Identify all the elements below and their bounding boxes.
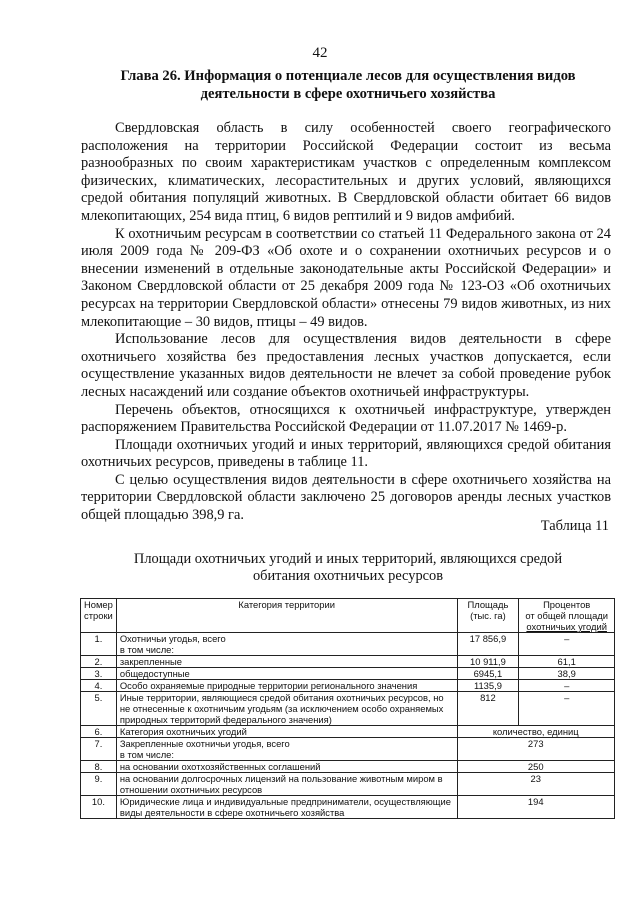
row-percent: 61,1 [519, 656, 615, 668]
row-category: Юридические лица и индивидуальные предприниматели, осуществляющие виды деятельности в сфере охотничьего хозяйства [116, 796, 457, 819]
row-percent: – [519, 692, 615, 726]
row-category: общедоступные [116, 668, 457, 680]
page-number: 42 [312, 45, 328, 61]
row-category: Особо охраняемые природные территории регионального значения [116, 680, 457, 692]
row-area: 17 856,9 [457, 633, 519, 656]
table-header-row [81, 599, 615, 633]
table-title-line1: Площади охотничьих угодий и иных территорий, являющихся средой [133, 551, 563, 567]
row-count: 273 [457, 738, 615, 761]
table-row [81, 761, 615, 773]
chapter-title-line1: Глава 26. Информация о потенциале лесов для осуществления видов [120, 68, 576, 84]
row-number: 9. [81, 773, 117, 796]
row-number: 3. [81, 668, 117, 680]
row-area: 1135,9 [457, 680, 519, 692]
header-percent: Процентов от общей площади охотничьих угодий [519, 599, 615, 633]
hunting-areas-table [80, 598, 615, 819]
table-row [81, 668, 615, 680]
paragraph: Площади охотничьих угодий и иных территорий, являющихся средой обитания охотничьих ресурсов, приведены в таблице 11. [81, 436, 611, 471]
chapter-title-line2: деятельности в сфере охотничьего хозяйства [200, 86, 496, 102]
row-category: закрепленные [116, 656, 457, 668]
paragraph: С целью осуществления видов деятельности в сфере охотничьего хозяйства на территории Свердловской области заключено 25 договоров аренды лесных участков общей площадью 398,9 га. [81, 471, 611, 524]
row-number: 5. [81, 692, 117, 726]
row-percent: 38,9 [519, 668, 615, 680]
header-area: Площадь (тыс. га) [457, 599, 519, 633]
row-count: 250 [457, 761, 615, 773]
row-count: 194 [457, 796, 615, 819]
chapter-title [96, 67, 600, 103]
row-number: 2. [81, 656, 117, 668]
row-area: 10 911,9 [457, 656, 519, 668]
table-row [81, 692, 615, 726]
row-count: количество, единиц [457, 726, 615, 738]
row-category: Закрепленные охотничьи угодья, всего в том числе: [116, 738, 457, 761]
header-category: Категория территории [116, 599, 457, 633]
paragraph: К охотничьим ресурсам в соответствии со статьей 11 Федерального закона от 24 июля 2009 года № 209-ФЗ «Об охоте и о сохранении охотничьих ресурсов и о внесении изменений в отдельные законодательные акты Российской Федерации» и Законом Свердловской области от 25 декабря 2009 года № 123-ОЗ «Об охотничьих ресурсах на территории Свердловской области» отнесены 79 видов животных, из них млекопитающие – 30 видов, птицы – 49 видов. [81, 225, 611, 330]
row-category: Охотничьи угодья, всего в том числе: [116, 633, 457, 656]
row-category: Иные территории, являющиеся средой обитания охотничьих ресурсов, но не отнесенные к охотничьим угодьям (за исключением особо охраняемых природных территорий федерального значения) [116, 692, 457, 726]
table-row [81, 680, 615, 692]
paragraph: Использование лесов для осуществления видов деятельности в сфере охотничьего хозяйства без предоставления лесных участков допускается, если осуществление указанных видов деятельности не влечет за собой проведение рубок лесных насаждений или создание объектов охотничьей инфраструктуры. [81, 331, 611, 400]
table-label: Таблица 11 [540, 518, 609, 534]
table-title-line2: обитания охотничьих ресурсов [252, 568, 444, 584]
row-area: 812 [457, 692, 519, 726]
row-number: 7. [81, 738, 117, 761]
table-row [81, 656, 615, 668]
row-count: 23 [457, 773, 615, 796]
row-number: 6. [81, 726, 117, 738]
table-row [81, 796, 615, 819]
table-title [96, 551, 600, 585]
row-category: Категория охотничьих угодий [116, 726, 457, 738]
header-row-number: Номер строки [81, 599, 117, 633]
row-number: 1. [81, 633, 117, 656]
row-percent: – [519, 633, 615, 656]
row-number: 4. [81, 680, 117, 692]
paragraph: Перечень объектов, относящихся к охотничьей инфраструктуре, утвержден распоряжением Правительства Российской Федерации от 11.07.2017 № 1469-р. [81, 401, 611, 436]
body-text [81, 120, 611, 525]
table-row [81, 633, 615, 656]
row-number: 8. [81, 761, 117, 773]
row-category: на основании долгосрочных лицензий на пользование животным миром в отношении охотничьих ресурсов [116, 773, 457, 796]
table-row [81, 773, 615, 796]
row-number: 10. [81, 796, 117, 819]
row-area: 6945,1 [457, 668, 519, 680]
paragraph: Свердловская область в силу особенностей своего географического расположения на территории Российской Федерации состоит из весьма разнообразных по своим характеристикам участков с определенным комплексом физических, климатических, лесорастительных и других условий, являющихся средой обитания популяций животных. В Свердловской области обитает 66 видов млекопитающих, 254 вида птиц, 6 видов рептилий и 9 видов амфибий. [81, 120, 611, 224]
row-category: на основании охотхозяйственных соглашений [116, 761, 457, 773]
table-row [81, 726, 615, 738]
table-row [81, 738, 615, 761]
row-percent: – [519, 680, 615, 692]
